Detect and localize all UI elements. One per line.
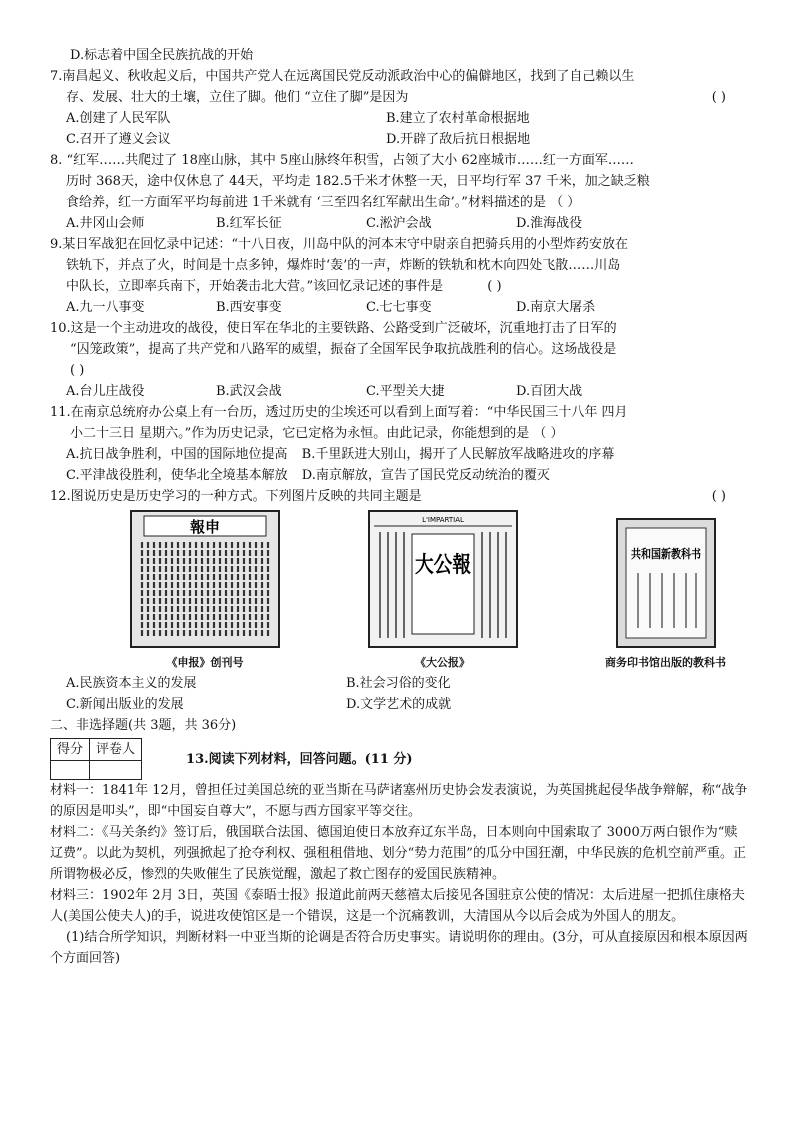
q9-stem-line2: 铁轨下，并点了火，时间是十点多钟，爆炸时‘轰’的一声，炸断的铁轨和枕木向四处飞散……川岛 <box>66 258 621 273</box>
q12-option-a: A.民族资本主义的发展 <box>66 676 197 691</box>
q10-stem-line2: “囚笼政策”，提高了共产党和八路军的威望，振奋了全国军民争取抗战胜利的信心。这场战役是 <box>70 342 617 357</box>
q7-stem-line2: 存、发展、壮大的土壤，立住了脚。他们 “立住了脚”是因为 <box>66 90 409 105</box>
q12-stem-row <box>50 486 750 507</box>
figure-textbook <box>605 518 726 673</box>
q11-options-row1 <box>50 444 750 465</box>
q7-stem-line1: 7.南昌起义、秋收起义后，中国共产党人在远离国民党反动派政治中心的偏僻地区，找到了自己赖以生 <box>50 69 635 84</box>
q12-options-row1 <box>50 673 750 694</box>
q7-options-row1 <box>50 108 750 129</box>
q9-stem-line3-row <box>50 276 750 297</box>
q10-answer-paren: ( ) <box>70 363 85 378</box>
q9-option-b: B.西安事变 <box>216 300 282 315</box>
score-label: 得分 <box>51 739 90 761</box>
q9-option-d: D.南京大屠杀 <box>516 300 596 315</box>
q7-option-b: B.建立了农村革命根据地 <box>386 111 530 126</box>
q11-option-b: B.千里跃进大别山，揭开了人民解放军战略进攻的序幕 <box>301 447 615 462</box>
q8-option-b: B.红军长征 <box>216 216 282 231</box>
q7-options-row2 <box>50 129 750 150</box>
q7-option-c: C.召开了遵义会议 <box>66 132 171 147</box>
q12-option-c: C.新闻出版业的发展 <box>66 697 184 712</box>
q10-option-b: B.武汉会战 <box>216 384 282 399</box>
q7-stem-line2-row <box>50 87 750 108</box>
q8-stem-line1: 8. “红军……共爬过了 18座山脉，其中 5座山脉终年积雪，占领了大小 62座城市……红一方面军…… <box>50 153 634 168</box>
score-table <box>50 738 142 780</box>
score-cell[interactable] <box>51 761 90 780</box>
q11-stem-line1: 11.在南京总统府办公桌上有一台历，透过历史的尘埃还可以看到上面写着：“中华民国三十八年 四月 <box>50 405 628 420</box>
q12-stem: 12.图说历史是历史学习的一种方式。下列图片反映的共同主题是 <box>50 489 422 504</box>
q9-options <box>50 297 750 318</box>
q11-options-row2 <box>50 465 750 486</box>
shenbao-masthead: 報申 <box>189 518 221 536</box>
q8-stem-line3: 食给养，红一方面军平均每前进 1千米就有 ‘三至四名红军献出生命’。”材料描述的是 （ ） <box>66 195 581 210</box>
q11-stem-line2: 小二十三日 星期六。”作为历史记录，它已定格为永恒。由此记录，你能想到的是 （ ） <box>70 426 564 441</box>
caption-dagongbao: 《大公报》 <box>415 656 470 669</box>
q9-stem-line1: 9.某日军战犯在回忆录中记述：“十八日夜，川岛中队的河本末守中尉亲自把骑兵用的小型炸药安放在 <box>50 237 629 252</box>
q9-option-a: A.九一八事变 <box>66 300 145 315</box>
textbook-title: 共和国新教科书 <box>630 547 715 561</box>
q6-option-d: D.标志着中国全民族抗战的开始 <box>70 48 254 63</box>
dagongbao-top-banner: L'IMPARTIAL <box>421 516 464 524</box>
q10-options <box>50 381 750 402</box>
q9-answer-paren: ( ) <box>487 279 502 294</box>
q10-option-c: C.平型关大捷 <box>366 384 445 399</box>
q11-option-a: A.抗日战争胜利，中国的国际地位提高 <box>66 447 288 462</box>
grader-label: 评卷人 <box>90 739 142 761</box>
q7-option-d: D.开辟了敌后抗日根据地 <box>386 132 531 147</box>
q8-option-a: A.井冈山会师 <box>66 216 145 231</box>
q7-option-a: A.创建了人民军队 <box>66 111 171 126</box>
q13-title: 13.阅读下列材料，回答问题。(11 分) <box>186 751 413 767</box>
q10-option-d: D.百团大战 <box>516 384 583 399</box>
q10-option-a: A.台儿庄战役 <box>66 384 145 399</box>
exam-page <box>50 45 750 969</box>
material-1: 材料一：1841年 12月，曾担任过美国总统的亚当斯在马萨诸塞州历史协会发表演说，为英国挑起侵华战争辩解，称“战争的原因是叩头”，即“中国妄自尊大”，不愿与西方国家平等交往。 <box>50 783 748 819</box>
q8-stem-line2: 历时 368天，途中仅休息了 44天，平均走 182.5千米才休整一天，日平均行军 37 千米，加之缺乏粮 <box>66 174 650 189</box>
caption-textbook: 商务印书馆出版的教科书 <box>605 656 726 669</box>
q8-option-c: C.淞沪会战 <box>366 216 432 231</box>
shenbao-newspaper-image <box>130 510 280 648</box>
dagongbao-newspaper-image <box>368 510 518 648</box>
figure-shenbao <box>130 510 280 673</box>
q12-option-b: B.社会习俗的变化 <box>346 676 451 691</box>
q12-option-d: D.文学艺术的成就 <box>346 697 452 712</box>
section2-title: 二、非选择题(共 3题，共 36分) <box>50 718 237 733</box>
q12-figures <box>50 507 750 673</box>
q12-answer-paren: ( ) <box>711 489 726 504</box>
textbook-cover-image <box>616 518 716 648</box>
material-3: 材料三：1902年 2月 3日，英国《泰晤士报》报道此前两天慈禧太后接见各国驻京公使的情况：太后进屋一把抓住康格夫人(美国公使夫人)的手，说进攻使馆区是一个错误，这是一个沉痛教训，大清国从今以后会成为外国人的朋友。 <box>50 888 745 924</box>
q9-stem-line3: 中队长，立即率兵南下，开始袭击北大营。”该回忆录记述的事件是 <box>66 279 444 294</box>
caption-shenbao: 《申报》创刊号 <box>166 656 244 669</box>
grader-cell[interactable] <box>90 761 142 780</box>
q12-options-row2 <box>50 694 750 715</box>
q8-options <box>50 213 750 234</box>
figure-dagongbao <box>368 510 518 673</box>
dagongbao-masthead: 大公報 <box>414 552 471 578</box>
q7-answer-paren: ( ) <box>711 90 726 105</box>
q11-option-c: C.平津战役胜利，使华北全境基本解放 <box>66 468 288 483</box>
score-row <box>50 738 750 780</box>
material-2: 材料二：《马关条约》签订后，俄国联合法国、德国迫使日本放弃辽东半岛，日本则向中国索取了 3000万两白银作为“赎辽费”。以此为契机，列强掀起了抢夺利权、强租租借地、划分“势力范围”的瓜分中国狂潮，中华民族的危机空前严重。正所谓物极必反，惨烈的失败催生了民族觉醒，激起了救亡图存的爱国民族精神。 <box>50 825 746 882</box>
q10-stem-line1: 10.这是一个主动进攻的战役，使日军在华北的主要铁路、公路受到广泛破坏，沉重地打击了日军的 <box>50 321 617 336</box>
q11-option-d: D.南京解放，宣告了国民党反动统治的覆灭 <box>301 468 550 483</box>
q13-sub1: (1)结合所学知识，判断材料一中亚当斯的论调是否符合历史事实。请说明你的理由。(3分，可从直接原因和根本原因两个方面回答) <box>50 930 748 966</box>
q8-option-d: D.淮海战役 <box>516 216 583 231</box>
q9-option-c: C.七七事变 <box>366 300 432 315</box>
